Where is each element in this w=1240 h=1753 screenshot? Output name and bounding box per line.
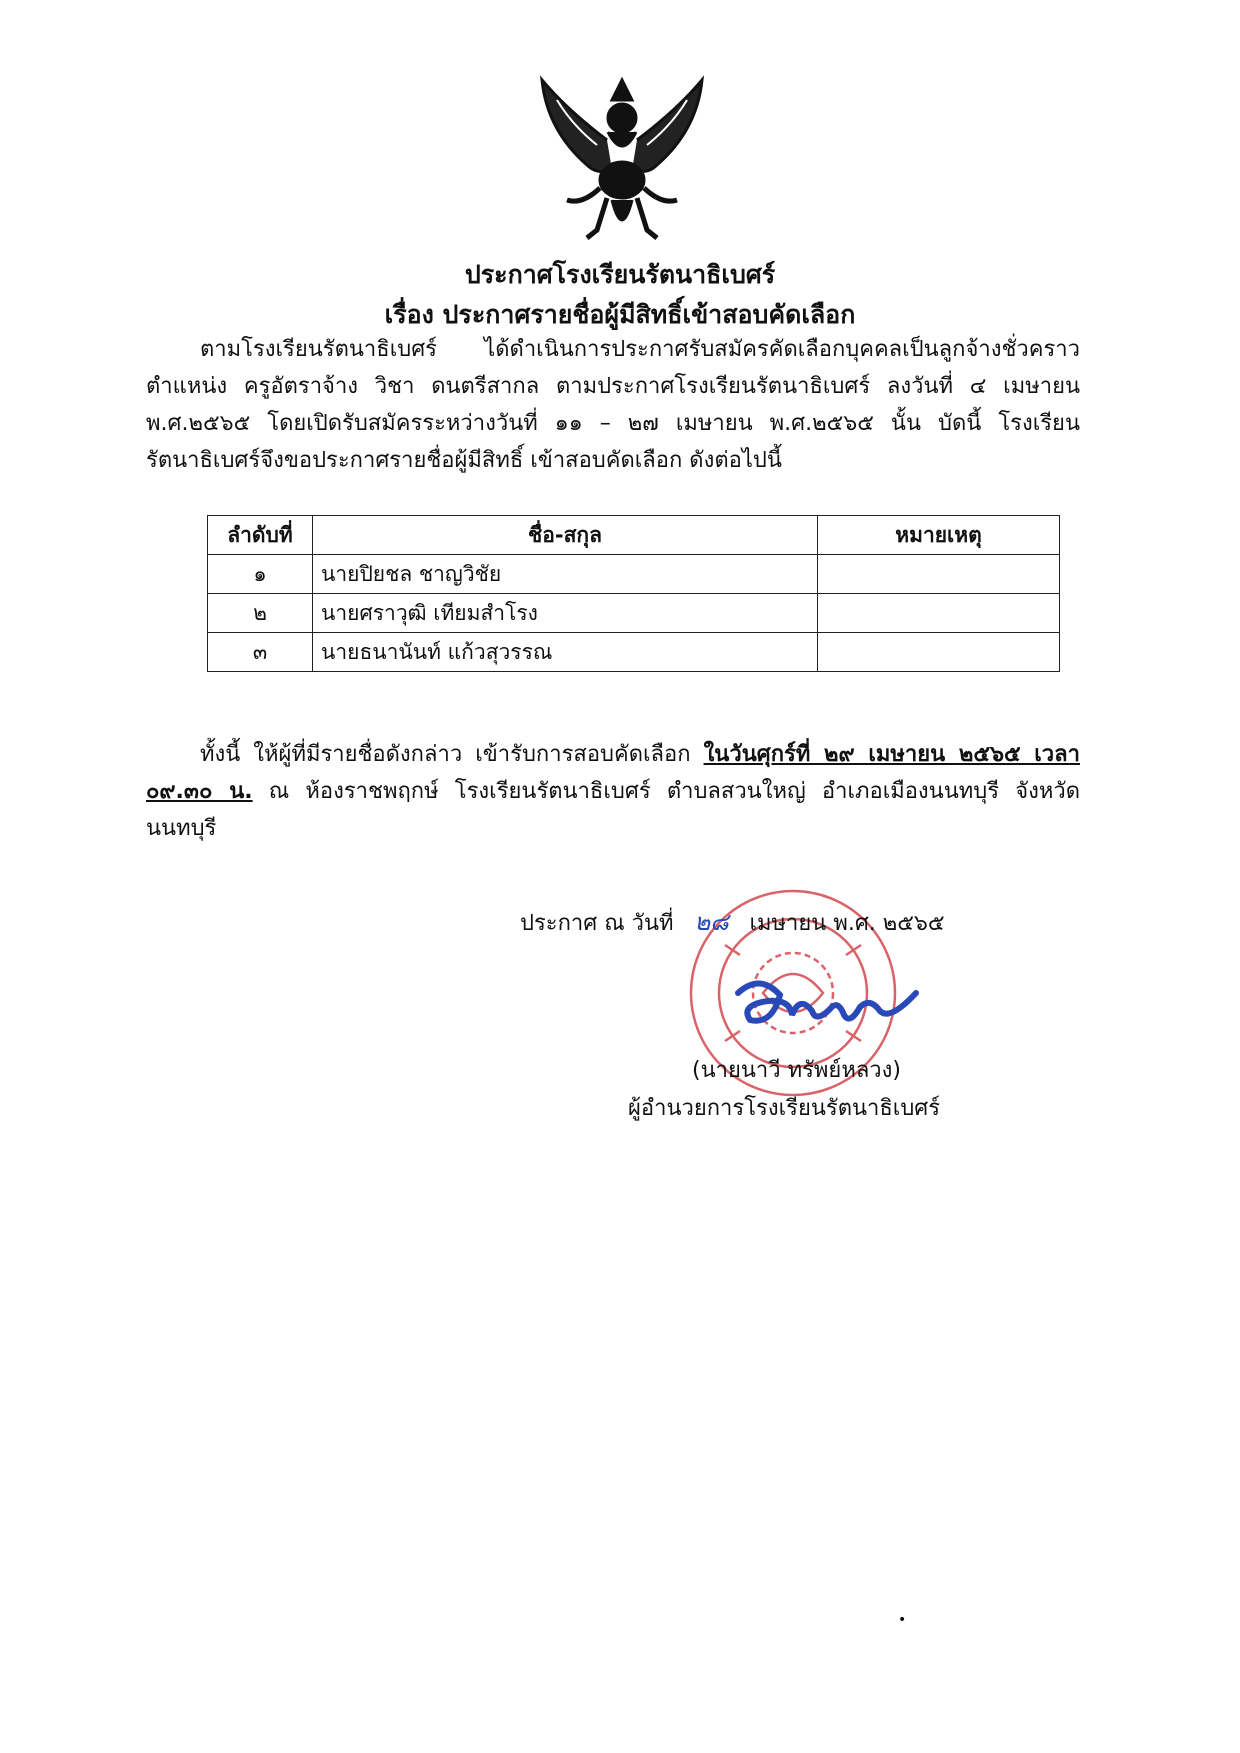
intro-paragraph: ตามโรงเรียนรัตนาธิเบศร์ ได้ดำเนินการประกาศรับสมัครคัดเลือกบุคคลเป็นลูกจ้างชั่วคราว ตำแหน่ง ครูอัตราจ้าง วิชา ดนตรีสากล ตามประกาศโรงเรียนรัตนาธิเบศร์ ลงวันที่ ๔ เมษายน พ.ศ.๒๕๖๕ โดยเปิดรับสมัครระหว่างวันที่ ๑๑ – ๒๗ เมษายน พ.ศ.๒๕๖๕ นั้น บัดนี้ โรงเรียนรัตนาธิเบศร์จึงขอประกาศรายชื่อผู้มีสิทธิ์ เข้าสอบคัดเลือก ดังต่อไปนี้: [146, 337, 1080, 473]
announce-suffix: เมษายน พ.ศ. ๒๕๖๕: [749, 911, 945, 936]
exam-datetime: ในวันศุกร์ที่ ๒๙ เมษายน ๒๕๖๕ เวลา ๐๙.๓๐ น.: [146, 742, 1080, 804]
row-note: [818, 594, 1060, 633]
row-number: ๓: [208, 633, 313, 672]
signer-position: ผู้อำนวยการโรงเรียนรัตนาธิเบศร์: [628, 1096, 941, 1121]
row-name: นายศราวุฒิ เทียมสำโรง: [313, 594, 818, 633]
row-number: ๒: [208, 594, 313, 633]
scan-speck: •: [898, 1612, 907, 1628]
announcement-date: [520, 902, 945, 941]
column-header-note: หมายเหตุ: [818, 516, 1060, 555]
closing-text-post: ณ ห้องราชพฤกษ์ โรงเรียนรัตนาธิเบศร์ ตำบลสวนใหญ่ อำเภอเมืองนนทบุรี จังหวัดนนทบุรี: [146, 779, 1081, 841]
table-row: [208, 633, 1060, 672]
handwritten-signature-icon: [720, 965, 920, 1045]
document-title: ประกาศโรงเรียนรัตนาธิเบศร์: [464, 260, 776, 289]
garuda-emblem-icon: [527, 70, 717, 245]
row-name: นายปิยชล ชาญวิชัย: [313, 555, 818, 594]
row-note: [818, 633, 1060, 672]
row-name: นายธนานันท์ แก้วสุวรรณ: [313, 633, 818, 672]
closing-text-pre: ทั้งนี้ ให้ผู้ที่มีรายชื่อดังกล่าว เข้ารับการสอบคัดเลือก: [200, 742, 704, 767]
candidate-table: [207, 515, 1060, 672]
signer-name: (นายนาวี ทรัพย์หลวง): [692, 1058, 901, 1083]
table-header-row: [208, 516, 1060, 555]
column-header-name: ชื่อ-สกุล: [313, 516, 818, 555]
table-row: [208, 555, 1060, 594]
announce-prefix: ประกาศ ณ วันที่: [520, 911, 674, 936]
announce-day-handwritten: ๒๘: [694, 908, 729, 936]
document-subject: เรื่อง ประกาศรายชื่อผู้มีสิทธิ์เข้าสอบคัดเลือก: [384, 300, 856, 329]
table-row: [208, 594, 1060, 633]
row-number: ๑: [208, 555, 313, 594]
column-header-order: ลำดับที่: [208, 516, 313, 555]
closing-paragraph: [146, 736, 1080, 847]
row-note: [818, 555, 1060, 594]
